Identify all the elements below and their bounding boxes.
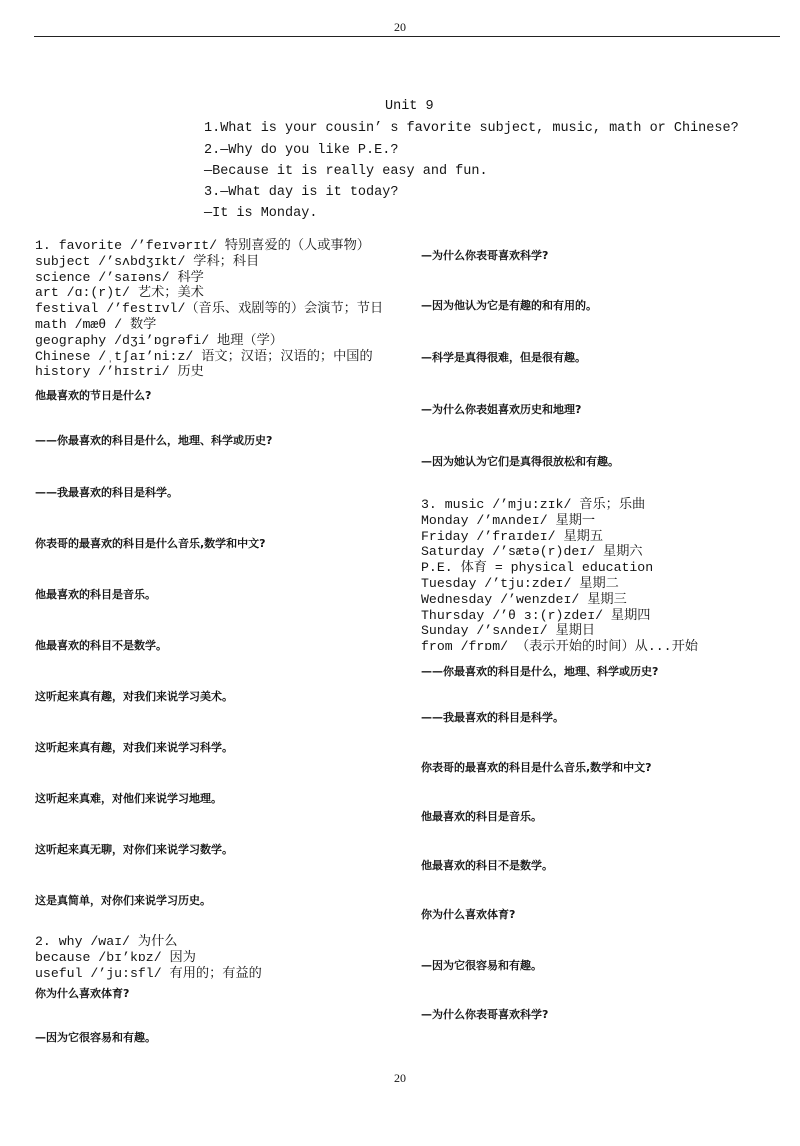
vocab-item: Sunday /’sʌndeɪ/ 星期日 [421,623,596,639]
prompt-line: 你为什么喜欢体育? [35,987,130,1000]
key-sentence-4: 3.—What day is it today? [204,185,399,200]
prompt-line: 他最喜欢的节日是什么? [35,389,152,402]
key-sentence-3: —Because it is really easy and fun. [204,164,488,179]
key-sentence-2: 2.—Why do you like P.E.? [204,143,399,158]
vocab-item: history /’hɪstri/ 历史 [35,364,204,380]
vocab-item: Monday /’mʌndeɪ/ 星期一 [421,512,596,528]
prompt-line: 这听起来真有趣，对我们来说学习美术。 [35,690,233,703]
vocab-list-2 [35,934,262,981]
vocab-item: Friday /’fraɪdeɪ/ 星期五 [421,528,604,544]
vocab-item: useful /’ju:sfl/ 有用的；有益的 [35,965,262,981]
prompt-line: —科学是真得很难，但是很有趣。 [421,351,586,364]
vocab-item: art /ɑ:(r)t/ 艺术；美术 [35,285,204,301]
prompt-line: 你表哥的最喜欢的科目是什么音乐,数学和中文? [35,537,266,550]
key-sentence-5: —It is Monday. [204,206,318,221]
vocab-item: from /frɒm/ （表示开始的时间）从...开始 [421,639,698,655]
vocab-item: geography /dʒi’ɒgrəfi/ 地理（学） [35,332,283,348]
vocab-item: Thursday /’θ ɜ:(r)zdeɪ/ 星期四 [421,607,651,623]
prompt-line: ——你最喜欢的科目是什么，地理、科学或历史? [421,665,659,678]
prompt-line: 这是真简单，对你们来说学习历史。 [35,894,211,907]
prompt-line: 他最喜欢的科目不是数学。 [35,639,167,652]
vocab-item: festival /’festɪvl/（音乐、戏剧等的）会演节；节日 [35,301,384,317]
vocab-item: P.E. 体育 = physical education [421,560,654,576]
prompt-line: —因为它很容易和有趣。 [421,959,542,972]
vocab-item: subject /’sʌbdʒɪkt/ 学科；科目 [35,253,260,269]
prompt-line: 你为什么喜欢体育? [421,908,516,921]
prompt-line: —因为他认为它是有趣的和有用的。 [421,299,597,312]
vocab-list-1 [35,238,383,380]
vocab-item: math /mæθ / 数学 [35,316,157,332]
vocab-list-3 [421,497,698,655]
page-number-top: 20 [394,20,406,34]
prompt-line: ——我最喜欢的科目是科学。 [35,486,178,499]
prompt-line: ——你最喜欢的科目是什么，地理、科学或历史? [35,434,273,447]
page-number-bottom: 20 [394,1071,406,1085]
prompt-line: —为什么你表姐喜欢历史和地理? [421,403,582,416]
prompt-line: 他最喜欢的科目不是数学。 [421,859,553,872]
vocab-item: because /bɪ’kɒz/ 因为 [35,949,196,965]
vocab-item: Wednesday /’wenzdeɪ/ 星期三 [421,591,627,607]
vocab-item: Tuesday /’tju:zdeɪ/ 星期二 [421,575,619,591]
prompt-line: 这听起来真有趣，对我们来说学习科学。 [35,741,233,754]
vocab-item: Saturday /’sætə(r)deɪ/ 星期六 [421,544,643,560]
prompt-line: 他最喜欢的科目是音乐。 [421,810,542,823]
prompt-line: 这听起来真无聊，对你们来说学习数学。 [35,843,233,856]
prompt-line: —因为它很容易和有趣。 [35,1031,156,1044]
prompt-line: —为什么你表哥喜欢科学? [421,1008,549,1021]
unit-title: Unit 9 [385,99,434,114]
prompt-line: 他最喜欢的科目是音乐。 [35,588,156,601]
header-rule [34,36,780,37]
key-sentence-1: 1.What is your cousin’ s favorite subject, music, math or Chinese? [204,121,739,136]
prompt-line: 你表哥的最喜欢的科目是什么音乐,数学和中文? [421,761,652,774]
prompt-line: —为什么你表哥喜欢科学? [421,249,549,262]
vocab-item: Chinese /ˌtʃaɪ’ni:z/ 语文；汉语；汉语的；中国的 [35,348,373,364]
prompt-line: —因为她认为它们是真得很放松和有趣。 [421,455,619,468]
vocab-item: 2. why /waɪ/ 为什么 [35,934,178,949]
vocab-item: science /’saɪəns/ 科学 [35,269,204,285]
vocab-item: 1. favorite /’feɪvərɪt/ 特别喜爱的（人或事物） [35,238,370,253]
vocab-item: 3. music /’mju:zɪk/ 音乐；乐曲 [421,497,646,512]
prompt-line: 这听起来真难，对他们来说学习地理。 [35,792,222,805]
prompt-line: ——我最喜欢的科目是科学。 [421,711,564,724]
